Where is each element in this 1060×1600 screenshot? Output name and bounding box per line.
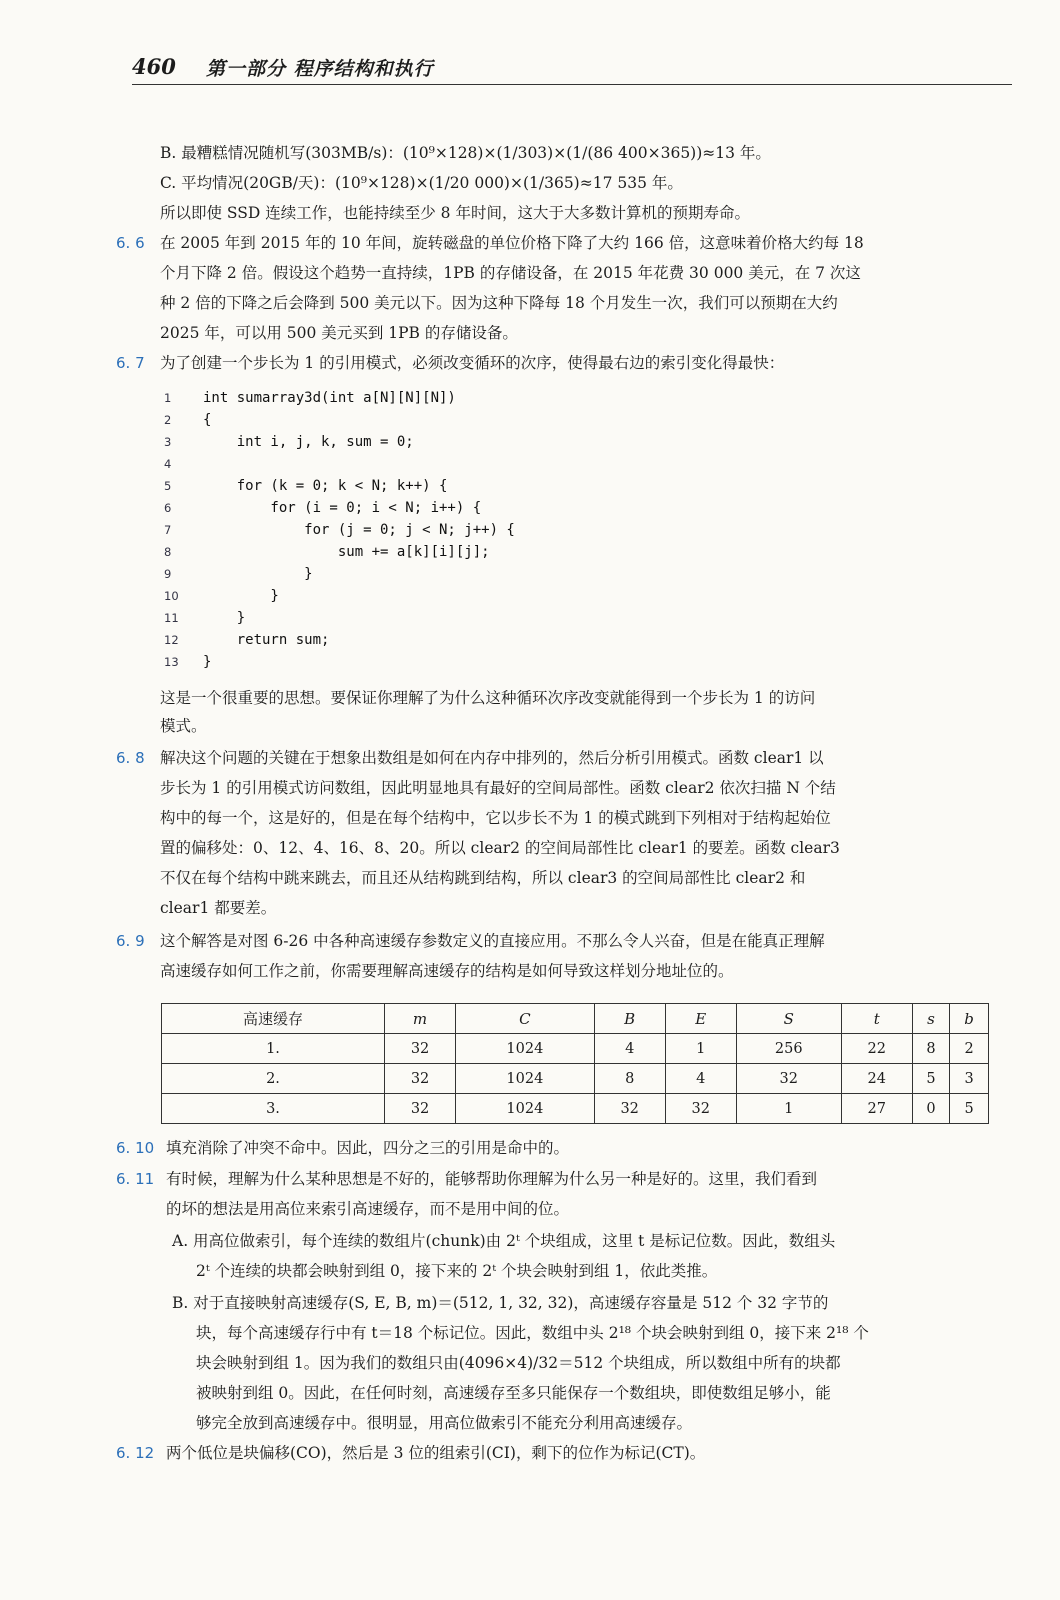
- solution-number: 6. 9: [116, 932, 145, 950]
- solution-text: 的坏的想法是用高位来索引高速缓存，而不是用中间的位。: [166, 1200, 570, 1218]
- table-cell: 1: [736, 1094, 841, 1124]
- page-number: 460: [132, 54, 176, 79]
- code-text: return sum;: [203, 632, 330, 648]
- solution-text: clear1 都要差。: [160, 899, 277, 917]
- table-header-row: [162, 1004, 989, 1034]
- table-cell: 1.: [162, 1034, 385, 1064]
- line-number: 11: [164, 611, 179, 625]
- table-cell: 5: [950, 1094, 989, 1124]
- table-cell: 32: [385, 1094, 456, 1124]
- solution-text: 种 2 倍的下降之后会降到 500 美元以下。因为这种下降每 18 个月发生一次，我们可以预期在大约: [160, 294, 838, 312]
- code-text: {: [203, 412, 212, 428]
- solution-text: B. 对于直接映射高速缓存(S, E, B, m)＝(512, 1, 32, 32)，高速缓存容量是 512 个 32 字节的: [172, 1294, 829, 1312]
- table-cell: 32: [736, 1064, 841, 1094]
- solution-number: 6. 10: [116, 1139, 155, 1157]
- cache-parameters-table: [161, 1003, 989, 1124]
- solution-text: 步长为 1 的引用模式访问数组，因此明显地具有最好的空间局部性。函数 clear2 依次扫描 N 个结: [160, 779, 836, 797]
- average-case-line: C. 平均情况(20GB/天)：(10⁹×128)×(1/20 000)×(1/365)≈17 535 年。: [160, 174, 683, 192]
- solution-number: 6. 12: [116, 1444, 155, 1462]
- column-header: B: [594, 1004, 665, 1034]
- code-text: sum += a[k][i][j];: [203, 544, 490, 560]
- table-cell: 256: [736, 1034, 841, 1064]
- solution-text: 不仅在每个结构中跳来跳去，而且还从结构跳到结构，所以 clear3 的空间局部性比 clear2 和: [160, 869, 806, 887]
- solution-text: 置的偏移处：0、12、4、16、8、20。所以 clear2 的空间局部性比 clear1 的要差。函数 clear3: [160, 839, 840, 857]
- part-title: 第一部分 程序结构和执行: [206, 58, 434, 80]
- solution-text: 填充消除了冲突不命中。因此，四分之三的引用是命中的。: [166, 1139, 570, 1157]
- column-header: t: [841, 1004, 912, 1034]
- table-cell: 3.: [162, 1094, 385, 1124]
- solution-number: 6. 7: [116, 354, 145, 372]
- table-cell: 32: [385, 1064, 456, 1094]
- header-rule: [132, 84, 1012, 85]
- code-text: for (k = 0; k < N; k++) {: [203, 478, 448, 494]
- code-text: }: [203, 588, 279, 604]
- worst-case-line: B. 最糟糕情况随机写(303MB/s)：(10⁹×128)×(1/303)×(1/(86 400×365))≈13 年。: [160, 144, 771, 162]
- table-row: [162, 1064, 989, 1094]
- table-cell: 2: [950, 1034, 989, 1064]
- solution-text: 够完全放到高速缓存中。很明显，用高位做索引不能充分利用高速缓存。: [196, 1414, 693, 1432]
- line-number: 6: [164, 501, 172, 515]
- table-cell: 8: [594, 1064, 665, 1094]
- column-header: C: [456, 1004, 595, 1034]
- table-cell: 22: [841, 1034, 912, 1064]
- table-cell: 1024: [456, 1064, 595, 1094]
- column-header: S: [736, 1004, 841, 1034]
- solution-text: 2ᵗ 个连续的块都会映射到组 0，接下来的 2ᵗ 个块会映射到组 1，依此类推。: [196, 1262, 718, 1280]
- solution-text: 被映射到组 0。因此，在任何时刻，高速缓存至多只能保存一个数组块，即使数组足够小，能: [196, 1384, 831, 1402]
- solution-text: 这是一个很重要的思想。要保证你理解了为什么这种循环次序改变就能得到一个步长为 1 的访问: [160, 689, 816, 707]
- line-number: 3: [164, 435, 172, 449]
- table-cell: 0: [912, 1094, 949, 1124]
- solution-text: 两个低位是块偏移(CO)，然后是 3 位的组索引(CI)，剩下的位作为标记(CT)。: [166, 1444, 706, 1462]
- table-row: [162, 1034, 989, 1064]
- solution-text: 构中的每一个，这是好的，但是在每个结构中，它以步长不为 1 的模式跳到下列相对于结构起始位: [160, 809, 831, 827]
- line-number: 10: [164, 589, 179, 603]
- solution-number: 6. 11: [116, 1170, 155, 1188]
- code-text: }: [203, 654, 212, 670]
- solution-number: 6. 6: [116, 234, 145, 252]
- table-cell: 5: [912, 1064, 949, 1094]
- table-cell: 4: [665, 1064, 736, 1094]
- line-number: 9: [164, 567, 172, 581]
- table-cell: 2.: [162, 1064, 385, 1094]
- solution-number: 6. 8: [116, 749, 145, 767]
- ssd-conclusion: 所以即使 SSD 连续工作，也能持续至少 8 年时间，这大于大多数计算机的预期寿命。: [160, 204, 750, 222]
- table-cell: 1: [665, 1034, 736, 1064]
- line-number: 13: [164, 655, 179, 669]
- table-cell: 3: [950, 1064, 989, 1094]
- code-text: }: [203, 566, 313, 582]
- solution-text: 2025 年，可以用 500 美元买到 1PB 的存储设备。: [160, 324, 518, 342]
- line-number: 2: [164, 413, 172, 427]
- solution-text: 个月下降 2 倍。假设这个趋势一直持续，1PB 的存储设备，在 2015 年花费 30 000 美元，在 7 次这: [160, 264, 861, 282]
- column-header: 高速缓存: [162, 1004, 385, 1034]
- column-header: E: [665, 1004, 736, 1034]
- table-cell: 32: [385, 1034, 456, 1064]
- table-cell: 1024: [456, 1094, 595, 1124]
- solution-text: 高速缓存如何工作之前，你需要理解高速缓存的结构是如何导致这样划分地址位的。: [160, 962, 734, 980]
- solution-text: A. 用高位做索引，每个连续的数组片(chunk)由 2ᵗ 个块组成，这里 t 是标记位数。因此，数组头: [172, 1232, 836, 1250]
- table-cell: 32: [594, 1094, 665, 1124]
- code-text: for (i = 0; i < N; i++) {: [203, 500, 482, 516]
- table-cell: 24: [841, 1064, 912, 1094]
- table-row: [162, 1094, 989, 1124]
- solution-text: 块，每个高速缓存行中有 t＝18 个标记位。因此，数组中头 2¹⁸ 个块会映射到组 0，接下来 2¹⁸ 个: [196, 1324, 869, 1342]
- page-header: [132, 50, 1012, 90]
- line-number: 7: [164, 523, 172, 537]
- solution-text: 块会映射到组 1。因为我们的数组只由(4096×4)/32＝512 个块组成，所以数组中所有的块都: [196, 1354, 841, 1372]
- table-cell: 8: [912, 1034, 949, 1064]
- code-text: }: [203, 610, 246, 626]
- table-cell: 1024: [456, 1034, 595, 1064]
- column-header: m: [385, 1004, 456, 1034]
- solution-text: 为了创建一个步长为 1 的引用模式，必须改变循环的次序，使得最右边的索引变化得最快：: [160, 354, 785, 372]
- code-text: int sumarray3d(int a[N][N][N]): [203, 390, 456, 406]
- table-cell: 27: [841, 1094, 912, 1124]
- line-number: 5: [164, 479, 172, 493]
- table-cell: 4: [594, 1034, 665, 1064]
- line-number: 8: [164, 545, 172, 559]
- code-text: int i, j, k, sum = 0;: [203, 434, 414, 450]
- solution-text: 解决这个问题的关键在于想象出数组是如何在内存中排列的，然后分析引用模式。函数 clear1 以: [160, 749, 824, 767]
- solution-text: 模式。: [160, 717, 207, 735]
- solution-text: 在 2005 年到 2015 年的 10 年间，旋转磁盘的单位价格下降了大约 166 倍，这意味着价格大约每 18: [160, 234, 864, 252]
- column-header: s: [912, 1004, 949, 1034]
- code-text: for (j = 0; j < N; j++) {: [203, 522, 515, 538]
- table-cell: 32: [665, 1094, 736, 1124]
- line-number: 1: [164, 391, 172, 405]
- line-number: 4: [164, 457, 172, 471]
- solution-text: 这个解答是对图 6-26 中各种高速缓存参数定义的直接应用。不那么令人兴奋，但是在能真正理解: [160, 932, 825, 950]
- column-header: b: [950, 1004, 989, 1034]
- line-number: 12: [164, 633, 179, 647]
- solution-text: 有时候，理解为什么某种思想是不好的，能够帮助你理解为什么另一种是好的。这里，我们看到: [166, 1170, 818, 1188]
